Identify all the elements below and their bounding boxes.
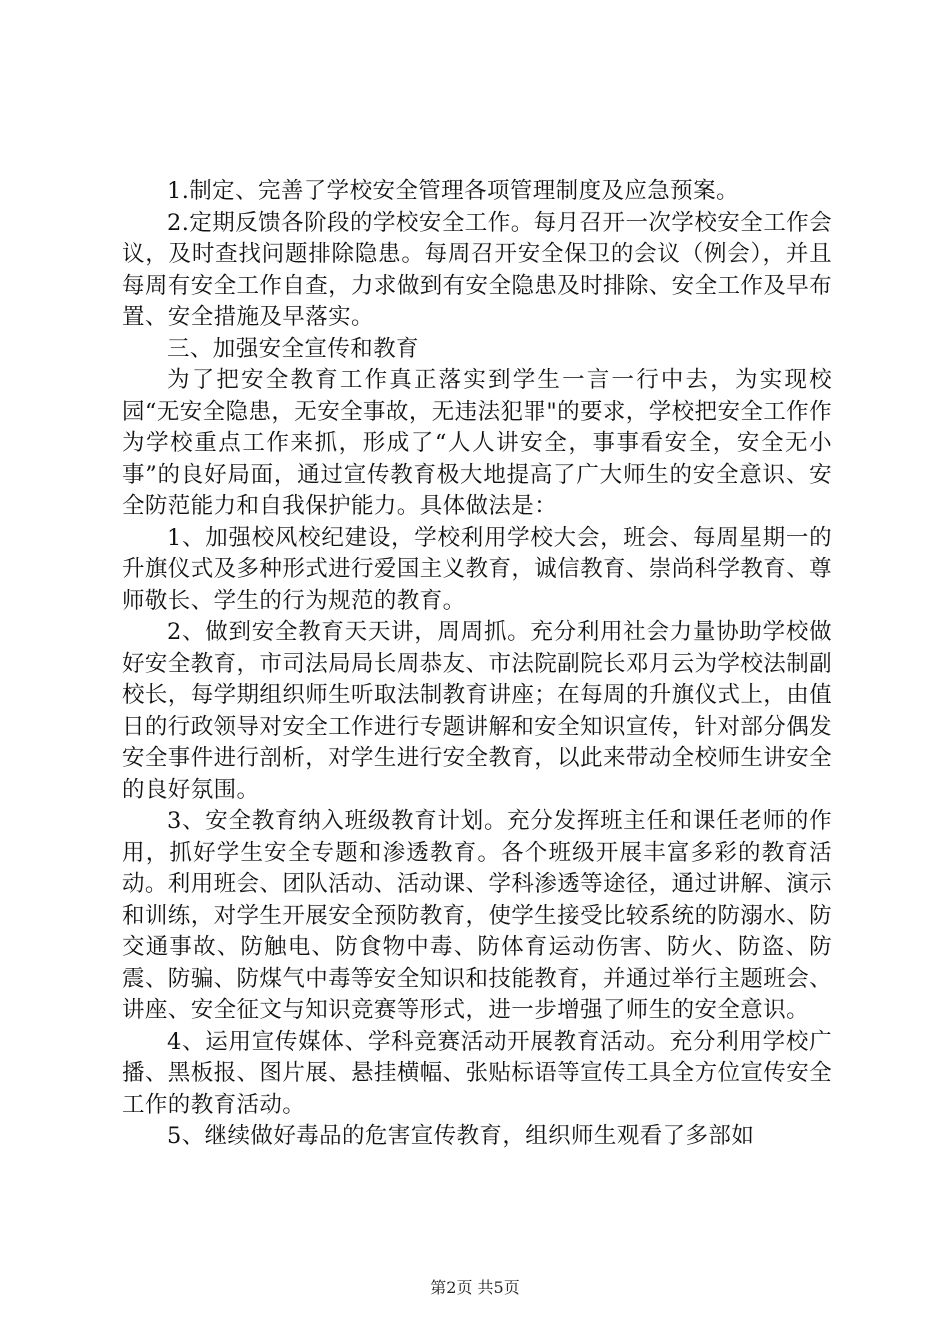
paragraph-method-4: 4、运用宣传媒体、学科竞赛活动开展教育活动。充分利用学校广播、黑板报、图片展、悬挂横幅、张贴标语等宣传工具全方位宣传安全工作的教育活动。: [122, 1028, 832, 1118]
section-heading: 三、加强安全宣传和教育: [167, 335, 419, 362]
paragraph-method-2: 2、做到安全教育天天讲，周周抓。充分利用社会力量协助学校做好安全教育，市司法局局长周恭友、市法院副院长邓月云为学校法制副校长，每学期组织师生听取法制教育讲座；在每周的升旗仪式上，由值日的行政领导对安全工作进行专题讲解和安全知识宣传，针对部分偶发安全事件进行剖析，对学生进行安全教育，以此来带动全校师生讲安全的良好氛围。: [122, 619, 832, 803]
paragraph-item-2: 2.定期反馈各阶段的学校安全工作。每月召开一次学校安全工作会议，及时查找问题排除隐患。每周召开安全保卫的会议（例会），并且每周有安全工作自查，力求做到有安全隐患及时排除、安全工作及早布置、安全措施及早落实。: [122, 209, 832, 330]
paragraph-method-3: 3、安全教育纳入班级教育计划。充分发挥班主任和课任老师的作用，抓好学生安全专题和渗透教育。各个班级开展丰富多彩的教育活动。利用班会、团队活动、活动课、学科渗透等途径，通过讲解、演示和训练，对学生开展安全预防教育，使学生接受比较系统的防溺水、防交通事故、防触电、防食物中毒、防体育运动伤害、防火、防盗、防震、防骗、防煤气中毒等安全知识和技能教育，并通过举行主题班会、讲座、安全征文与知识竞赛等形式，进一步增强了师生的安全意识。: [122, 808, 832, 1023]
document-body: [122, 176, 832, 1153]
paragraph-method-5: 5、继续做好毒品的危害宣传教育，组织师生观看了多部如: [167, 1123, 755, 1149]
paragraph-method-1: 1、加强校风校纪建设，学校利用学校大会，班会、每周星期一的升旗仪式及多种形式进行爱国主义教育，诚信教育、崇尚科学教育、尊师敬长、学生的行为规范的教育。: [122, 524, 832, 614]
page-number-footer: 第2页 共5页: [430, 1278, 520, 1297]
paragraph-item-1: 1.制定、完善了学校安全管理各项管理制度及应急预案。: [167, 178, 739, 204]
paragraph-intro: 为了把安全教育工作真正落实到学生一言一行中去，为实现校园“无安全隐患，无安全事故，无违法犯罪"的要求，学校把安全工作作为学校重点工作来抓，形成了“人人讲安全，事事看安全，安全无小事”的良好局面，通过宣传教育极大地提高了广大师生的安全意识、安全防范能力和自我保护能力。具体做法是：: [122, 367, 832, 519]
